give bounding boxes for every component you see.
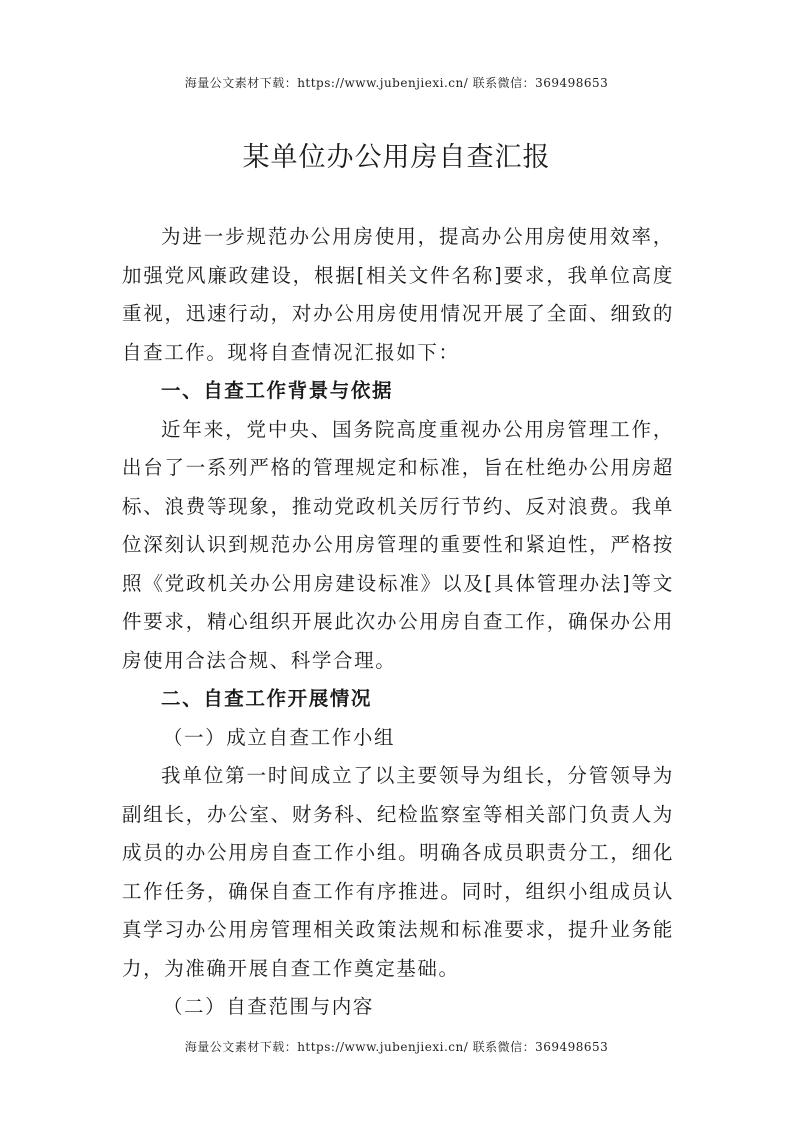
section-2-heading: 二、自查工作开展情况: [161, 687, 373, 710]
section-1-paragraph: 近年来，党中央、国务院高度重视办公用房管理工作，出台了一系列严格的管理规定和标准，旨在杜绝办公用房超标、浪费等现象，推动党政机关厉行节约、反对浪费。我单位深刻认识到规范办公用房管理的重要性和紧迫性，严格按照《党政机关办公用房建设标准》以及[具体管理办法]等文件要求，精心组织开展此次办公用房自查工作，确保办公用房使用合法合规、科学合理。: [122, 417, 674, 672]
page-footer: 海量公文素材下载：https://www.jubenjiexi.cn/ 联系微信：369498653: [184, 1040, 609, 1054]
section-2-1-heading: （一）成立自查工作小组: [162, 725, 396, 749]
intro-paragraph: 为进一步规范办公用房使用，提高办公用房使用效率，加强党风廉政建设，根据[相关文件名称]要求，我单位高度重视，迅速行动，对办公用房使用情况开展了全面、细致的自查工作。现将自查情况汇报如下：: [122, 225, 674, 364]
document-title: 某单位办公用房自查汇报: [242, 142, 551, 173]
document-body: [122, 218, 674, 1027]
section-1-heading: 一、自查工作背景与依据: [161, 379, 394, 402]
section-2-1-paragraph: 我单位第一时间成立了以主要领导为组长，分管领导为副组长，办公室、财务科、纪检监察室等相关部门负责人为成员的办公用房自查工作小组。明确各成员职责分工，细化工作任务，确保自查工作有序推进。同时，组织小组成员认真学习办公用房管理相关政策法规和标准要求，提升业务能力，为准确开展自查工作奠定基础。: [122, 764, 674, 980]
section-2-2-heading: （二）自查范围与内容: [162, 995, 374, 1018]
page-header: 海量公文素材下载：https://www.jubenjiexi.cn/ 联系微信：369498653: [184, 76, 609, 90]
